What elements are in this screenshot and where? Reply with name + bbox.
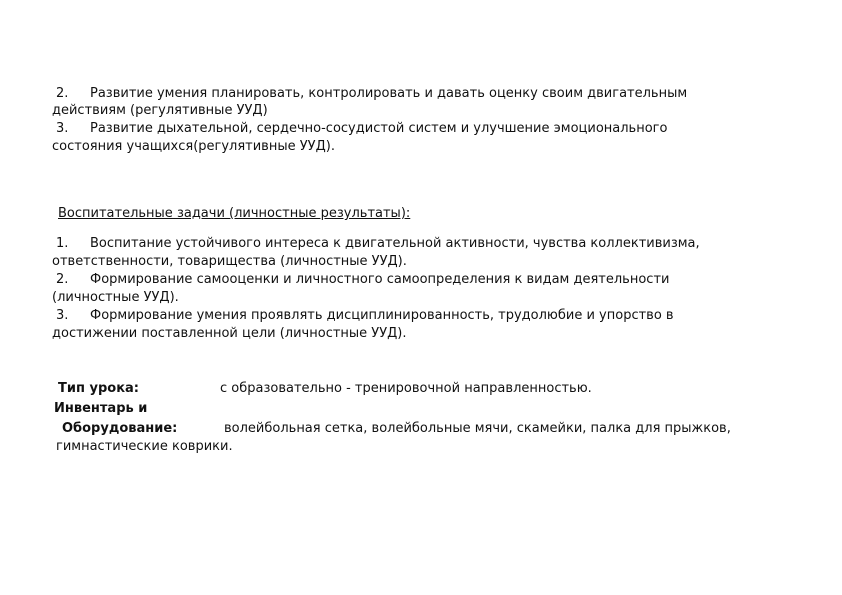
equipment-label: Оборудование: [62, 421, 178, 436]
lesson-type-value: с образовательно - тренировочной направленностью. [220, 381, 592, 396]
edu-1-text: Воспитание устойчивого интереса к двигательной активности, чувства коллективизма, [90, 236, 700, 251]
goal-2-line2: действиям (регулятивные УУД) [52, 103, 268, 118]
edu-1-line2: ответственности, товарищества (личностные УУД). [52, 254, 407, 269]
edu-3-text: Формирование умения проявлять дисциплинированность, трудолюбие и упорство в [90, 308, 674, 323]
goal-3-text: Развитие дыхательной, сердечно-сосудистой систем и улучшение эмоционального [90, 121, 668, 136]
edu-3-line1 [56, 308, 674, 324]
goal-2-text: Развитие умения планировать, контролировать и давать оценку своим двигательным [90, 86, 688, 101]
goal-2-line1 [56, 86, 687, 102]
edu-2-line1 [56, 272, 669, 288]
edu-1-number: 1. [56, 236, 69, 251]
lesson-type-label: Тип урока: [58, 381, 139, 396]
educational-heading: Воспитательные задачи (личностные результаты): [58, 206, 411, 221]
edu-2-text: Формирование самооценки и личностного самоопределения к видам деятельности [90, 272, 670, 287]
equipment-value: волейбольная сетка, волейбольные мячи, скамейки, палка для прыжков, [224, 421, 731, 436]
edu-2-number: 2. [56, 272, 69, 287]
edu-1-line1 [56, 236, 700, 252]
equipment-value-line2: гимнастические коврики. [56, 439, 233, 454]
edu-2-line2: (личностные УУД). [52, 290, 179, 305]
goal-2-number: 2. [56, 86, 69, 101]
goal-3-number: 3. [56, 121, 69, 136]
inventory-label: Инвентарь и [54, 401, 148, 416]
goal-3-line2: состояния учащихся(регулятивные УУД). [52, 139, 335, 154]
goal-3-line1 [56, 121, 667, 137]
edu-3-line2: достижении поставленной цели (личностные УУД). [52, 326, 407, 341]
edu-3-number: 3. [56, 308, 69, 323]
